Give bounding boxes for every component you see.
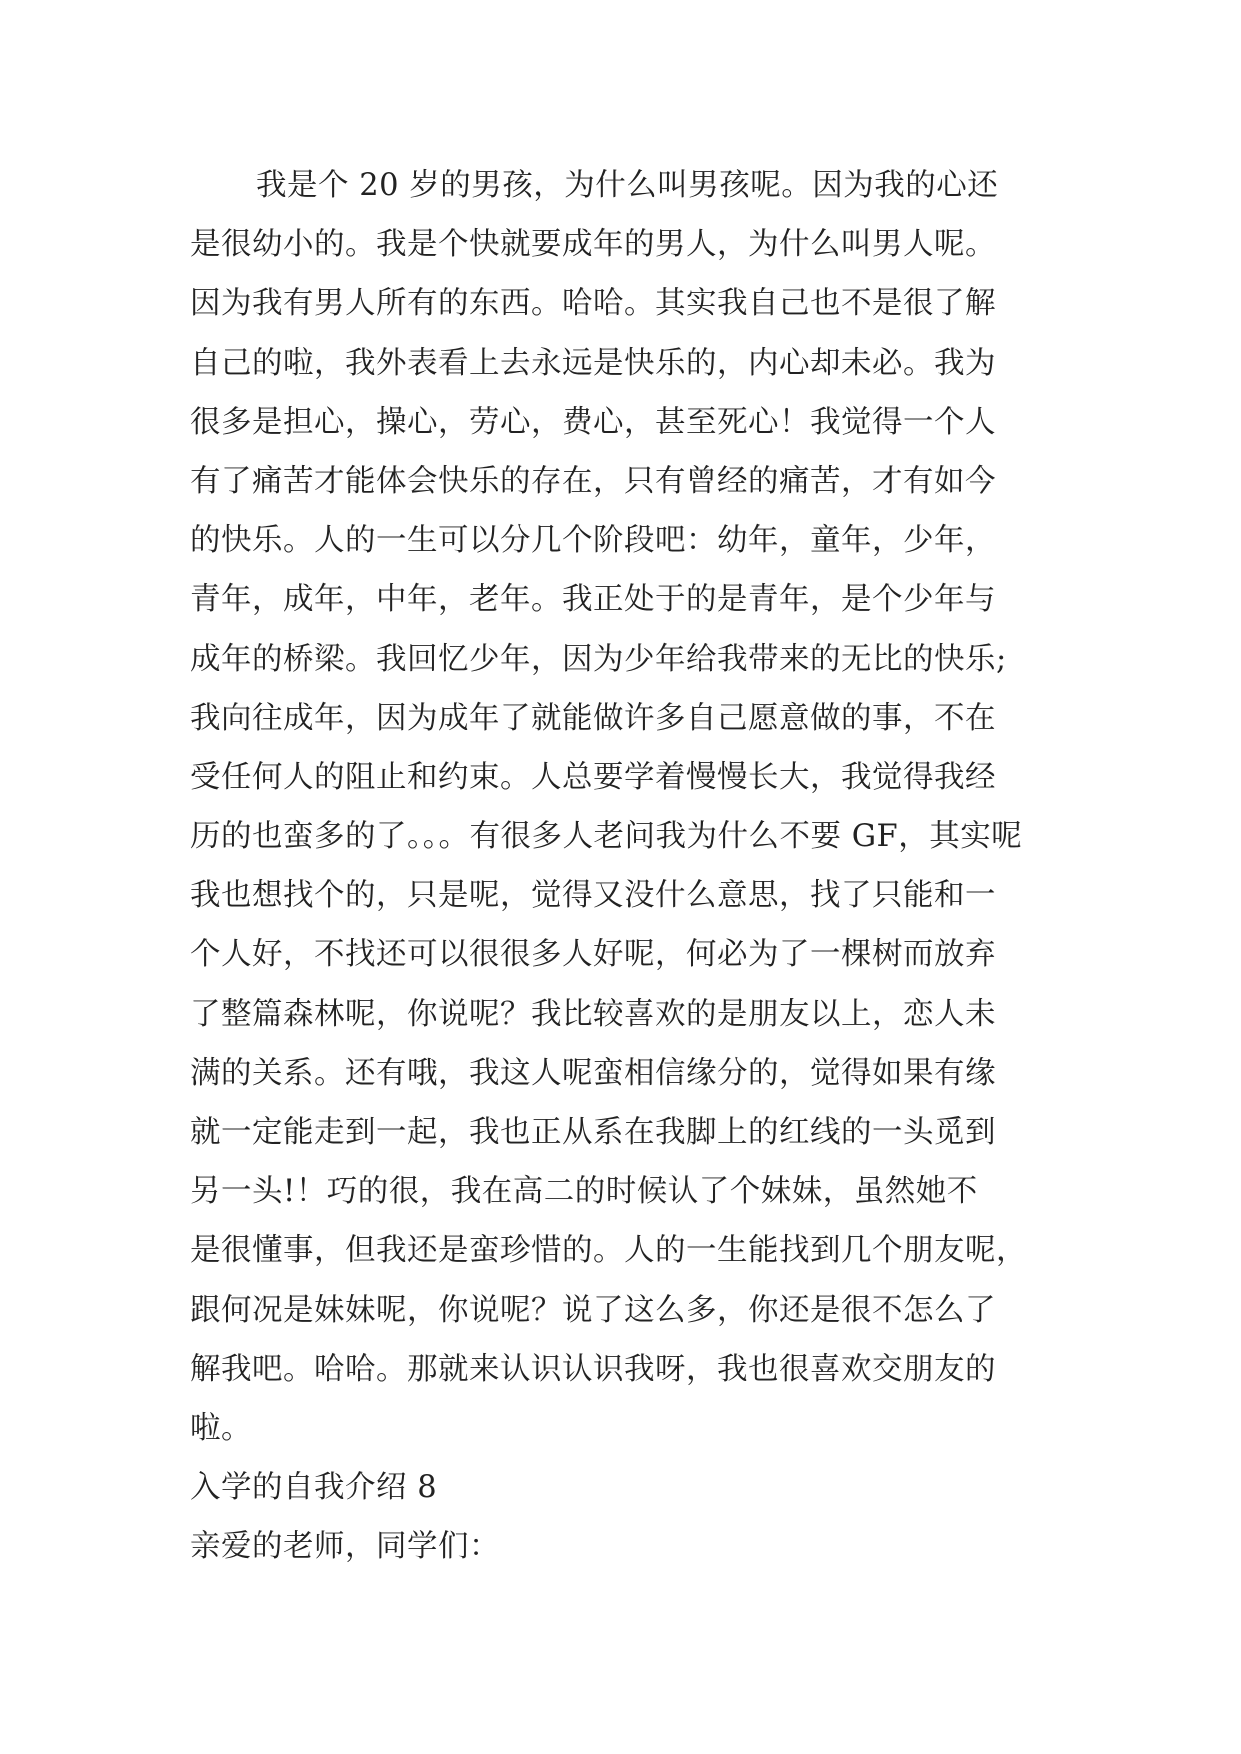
paragraph-line: 有了痛苦才能体会快乐的存在，只有曾经的痛苦，才有如今 [190, 463, 996, 499]
paragraph-line: 成年的桥梁。我回忆少年，因为少年给我带来的无比的快乐; [190, 641, 1007, 677]
paragraph-line: 很多是担心，操心，劳心，费心，甚至死心！我觉得一个人 [190, 404, 996, 440]
intro-paragraph [190, 156, 1070, 1458]
paragraph-line: 了整篇森林呢，你说呢？我比较喜欢的是朋友以上，恋人未 [190, 996, 996, 1032]
paragraph-line: 因为我有男人所有的东西。哈哈。其实我自己也不是很了解 [190, 286, 996, 322]
paragraph-line: 跟何况是妹妹呢，你说呢？说了这么多，你还是很不怎么了 [190, 1292, 996, 1328]
paragraph-line: 是很懂事，但我还是蛮珍惜的。人的一生能找到几个朋友呢， [190, 1233, 1027, 1269]
paragraph-line: 就一定能走到一起，我也正从系在我脚上的红线的一头觅到 [190, 1115, 996, 1150]
paragraph-line: 个人好，不找还可以很很多人好呢，何必为了一棵树而放弃 [190, 937, 996, 973]
paragraph-line: 是很幼小的。我是个快就要成年的男人，为什么叫男人呢。 [190, 227, 996, 263]
paragraph-line: 历的也蛮多的了。。。有很多人老问我为什么不要 GF，其实呢 [190, 819, 1023, 855]
paragraph-line: 另一头!！巧的很，我在高二的时候认了个妹妹，虽然她不 [190, 1174, 978, 1210]
section-title: 入学的自我介绍 8 [190, 1470, 438, 1506]
paragraph-line: 啦。 [190, 1410, 252, 1446]
paragraph-line: 受任何人的阻止和约束。人总要学着慢慢长大，我觉得我经 [190, 759, 996, 795]
paragraph-line: 自己的啦，我外表看上去永远是快乐的，内心却未必。我为 [190, 345, 996, 381]
salutation: 亲爱的老师，同学们： [190, 1529, 500, 1565]
paragraph-line: 的快乐。人的一生可以分几个阶段吧：幼年，童年，少年， [190, 523, 996, 559]
paragraph-line: 我向往成年，因为成年了就能做许多自己愿意做的事，不在 [190, 700, 996, 736]
paragraph-line: 满的关系。还有哦，我这人呢蛮相信缘分的，觉得如果有缘 [190, 1055, 996, 1091]
document-body [190, 156, 1070, 1577]
paragraph-line: 青年，成年，中年，老年。我正处于的是青年，是个少年与 [190, 582, 996, 618]
paragraph-line: 解我吧。哈哈。那就来认识认识我呀，我也很喜欢交朋友的 [190, 1351, 996, 1387]
paragraph-line: 我是个 20 岁的男孩，为什么叫男孩呢。因为我的心还 [256, 168, 999, 203]
paragraph-line: 我也想找个的，只是呢，觉得又没什么意思，找了只能和一 [190, 878, 996, 914]
